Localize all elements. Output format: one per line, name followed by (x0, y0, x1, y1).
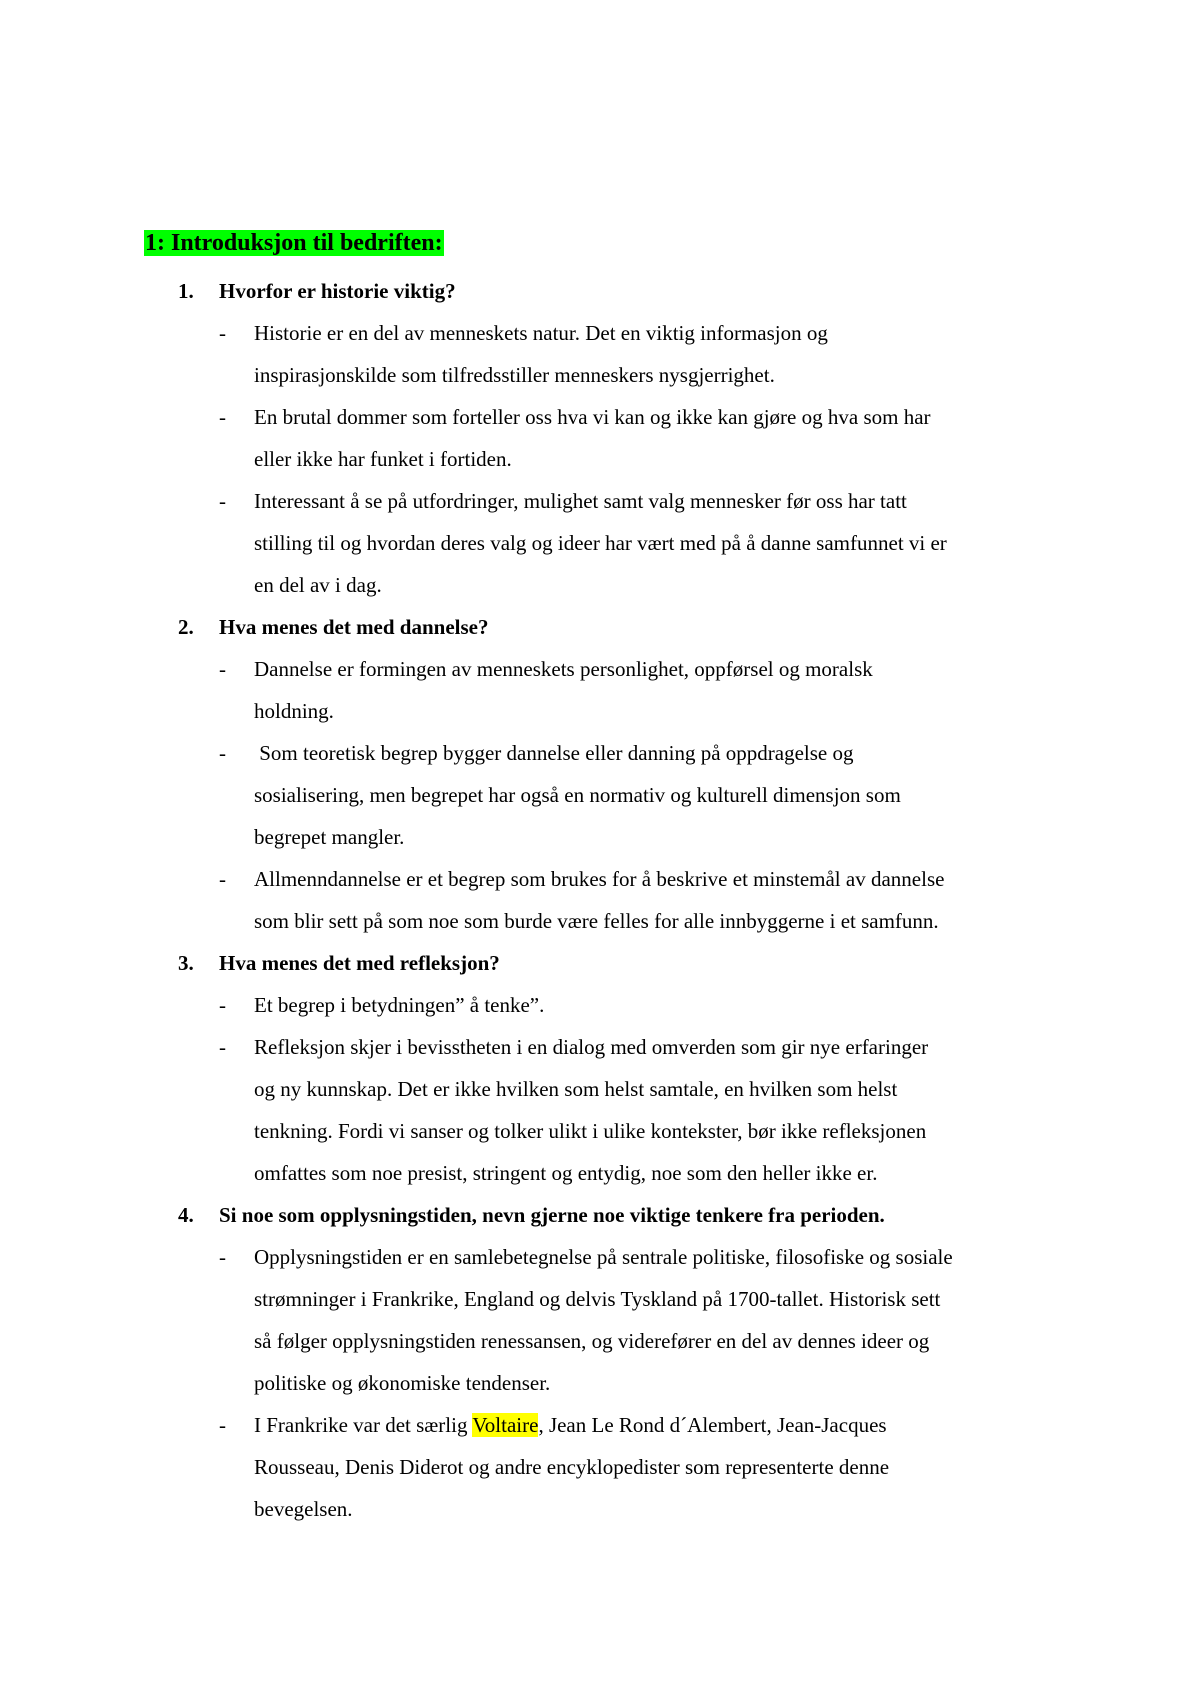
heading-highlight: 1: Introduksjon til bedriften: (145, 230, 443, 256)
bullet-item (0, 1404, 1200, 1530)
text-line: Rousseau, Denis Diderot og andre encyklopedister som representerte denne (254, 1455, 890, 1479)
bullet-dash: - (219, 867, 226, 891)
bullet-dash: - (219, 741, 226, 765)
text-segment: I Frankrike var det særlig (254, 1413, 473, 1437)
bullet-item (0, 984, 1200, 1026)
bullet-item (0, 396, 1200, 480)
question-3 (0, 942, 1200, 984)
bullet-item (0, 648, 1200, 732)
question-text: Hva menes det med refleksjon? (219, 951, 500, 975)
bullet-dash: - (219, 405, 226, 429)
bullet-item (0, 732, 1200, 858)
bullet-text (254, 1404, 1074, 1530)
highlighted-name: Voltaire (472, 1413, 539, 1437)
bullet-text (254, 1236, 1074, 1404)
bullet-dash: - (219, 1413, 226, 1437)
question-list (0, 270, 1200, 1530)
text-line: Opplysningstiden er en samlebetegnelse på sentrale politiske, filosofiske og sosiale (254, 1245, 953, 1269)
text-line: som blir sett på som noe som burde være felles for alle innbyggerne i et samfunn. (254, 909, 939, 933)
text-line: strømninger i Frankrike, England og delvis Tyskland på 1700-tallet. Historisk sett (254, 1287, 941, 1311)
question-number: 3. (178, 951, 194, 975)
text-line: begrepet mangler. (254, 825, 405, 849)
bullet-text (254, 732, 1074, 858)
bullet-text (254, 1026, 1074, 1194)
text-line: en del av i dag. (254, 573, 382, 597)
bullet-item (0, 1026, 1200, 1194)
question-text: Si noe som opplysningstiden, nevn gjerne noe viktige tenkere fra perioden. (219, 1203, 885, 1227)
question-number: 2. (178, 615, 194, 639)
text-line (254, 1404, 1074, 1446)
question-2 (0, 606, 1200, 648)
text-line: eller ikke har funket i fortiden. (254, 447, 512, 471)
text-line: så følger opplysningstiden renessansen, og viderefører en del av dennes ideer og (254, 1329, 930, 1353)
bullet-dash: - (219, 1035, 226, 1059)
text-line: sosialisering, men begrepet har også en normativ og kulturell dimensjon som (254, 783, 901, 807)
question-text: Hvorfor er historie viktig? (219, 279, 456, 303)
text-line: Interessant å se på utfordringer, mulighet samt valg mennesker før oss har tatt (254, 489, 907, 513)
bullet-item (0, 480, 1200, 606)
text-line: Dannelse er formingen av menneskets personlighet, oppførsel og moralsk (254, 657, 873, 681)
text-line: politiske og økonomiske tendenser. (254, 1371, 551, 1395)
text-line: holdning. (254, 699, 334, 723)
question-number: 1. (178, 279, 194, 303)
bullet-dash: - (219, 657, 226, 681)
text-line: stilling til og hvordan deres valg og ideer har vært med på å danne samfunnet vi er (254, 531, 947, 555)
text-line: tenkning. Fordi vi sanser og tolker ulikt i ulike kontekster, bør ikke refleksjonen (254, 1119, 927, 1143)
question-text: Hva menes det med dannelse? (219, 615, 489, 639)
question-number: 4. (178, 1203, 194, 1227)
text-line: En brutal dommer som forteller oss hva vi kan og ikke kan gjøre og hva som har (254, 405, 931, 429)
bullet-text (254, 984, 1074, 1026)
question-4 (0, 1194, 1200, 1236)
text-line: og ny kunnskap. Det er ikke hvilken som helst samtale, en hvilken som helst (254, 1077, 898, 1101)
bullet-text (254, 312, 1074, 396)
bullet-dash: - (219, 489, 226, 513)
text-line: Refleksjon skjer i bevisstheten i en dialog med omverden som gir nye erfaringer (254, 1035, 929, 1059)
text-line: inspirasjonskilde som tilfredsstiller menneskers nysgjerrighet. (254, 363, 775, 387)
question-1 (0, 270, 1200, 312)
bullet-dash: - (219, 1245, 226, 1269)
bullet-text (254, 396, 1074, 480)
text-line: Allmenndannelse er et begrep som brukes for å beskrive et minstemål av dannelse (254, 867, 945, 891)
bullet-text (254, 480, 1074, 606)
bullet-item (0, 312, 1200, 396)
text-line: omfattes som noe presist, stringent og entydig, noe som den heller ikke er. (254, 1161, 878, 1185)
text-line: Som teoretisk begrep bygger dannelse eller danning på oppdragelse og (254, 741, 854, 765)
bullet-item (0, 1236, 1200, 1404)
section-heading (144, 229, 444, 257)
text-line: Et begrep i betydningen” å tenke”. (254, 993, 545, 1017)
text-line: Historie er en del av menneskets natur. Det en viktig informasjon og (254, 321, 828, 345)
text-line: bevegelsen. (254, 1497, 353, 1521)
text-segment: , Jean Le Rond d´Alembert, Jean-Jacques (538, 1413, 887, 1437)
bullet-text (254, 858, 1074, 942)
bullet-dash: - (219, 321, 226, 345)
bullet-text (254, 648, 1074, 732)
bullet-dash: - (219, 993, 226, 1017)
bullet-item (0, 858, 1200, 942)
